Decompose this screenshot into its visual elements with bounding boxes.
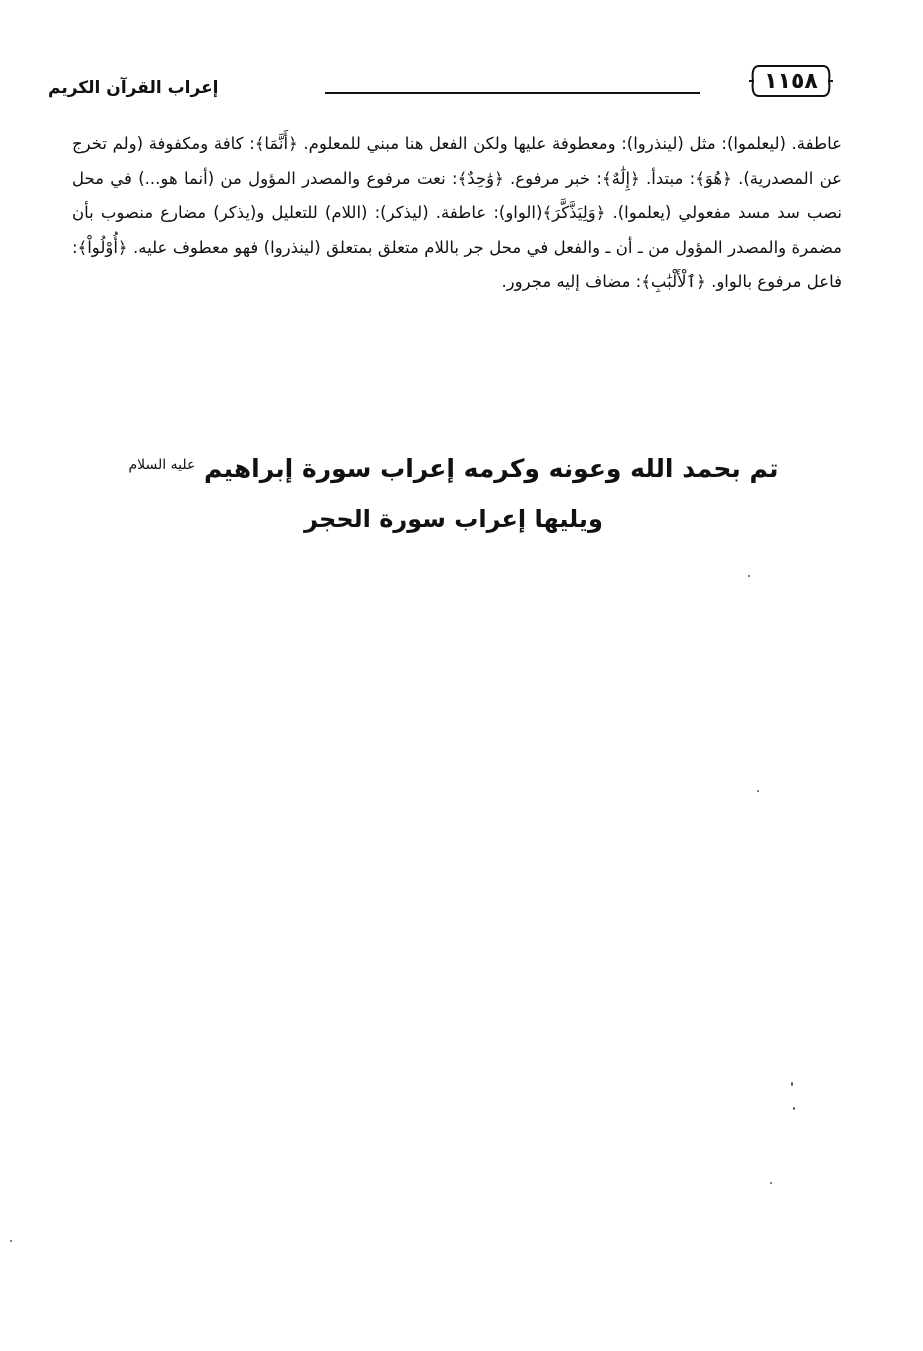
honorific-ligature: عليه السلام: [128, 457, 196, 473]
closing-line-1: [0, 454, 915, 483]
commentary-text: [72, 127, 842, 300]
commentary-paragraph: عاطفة. (ليعلموا): مثل (لينذروا): ومعطوفة عليها ولكن الفعل هنا مبني للمعلوم. ﴿أَنَّمَا﴾: كافة ومكفوفة (ولم تخرج عن المصدرية). ﴿هُوَ﴾: مبتدأ. ﴿إِلَٰهٌ﴾: خبر مرفوع. ﴿وَٰحِدٌ﴾: نعت مرفوع والمصدر المؤول من (أنما هو...) في محل نصب سد مسد مفعولي (يعلموا). ﴿وَلِيَذَّكَّرَ﴾(الواو): عاطفة. (ليذكر): (اللام) للتعليل و(يذكر) مضارع منصوب بأن مضمرة والمصدر المؤول من ـ أن ـ والفعل في محل جر باللام متعلق بمتعلق (لينذروا) فهو معطوف عليه. ﴿أُوْلُواْ﴾: فاعل مرفوع بالواو. ﴿ٱلْأَلْبَٰبِ﴾: مضاف إليه مجرور.: [72, 134, 842, 291]
page-number-badge: [749, 62, 833, 100]
closing-line-2-text: ويليها إعراب سورة الحجر: [304, 505, 603, 533]
header-rule: [325, 92, 700, 94]
page-number: ١١٥٨: [764, 68, 818, 94]
scan-speck: [748, 575, 750, 577]
book-title: إعراب القرآن الكريم: [48, 78, 219, 98]
scan-speck: [793, 1107, 795, 1110]
closing-line-2: [0, 505, 915, 533]
closing-line-1-text: تم بحمد الله وعونه وكرمه إعراب سورة إبراهيم: [204, 454, 779, 483]
scan-speck: [10, 1240, 12, 1242]
page-header: [0, 58, 923, 108]
scan-speck: [770, 1182, 772, 1184]
scan-speck: [791, 1082, 793, 1086]
scan-speck: [757, 790, 759, 792]
